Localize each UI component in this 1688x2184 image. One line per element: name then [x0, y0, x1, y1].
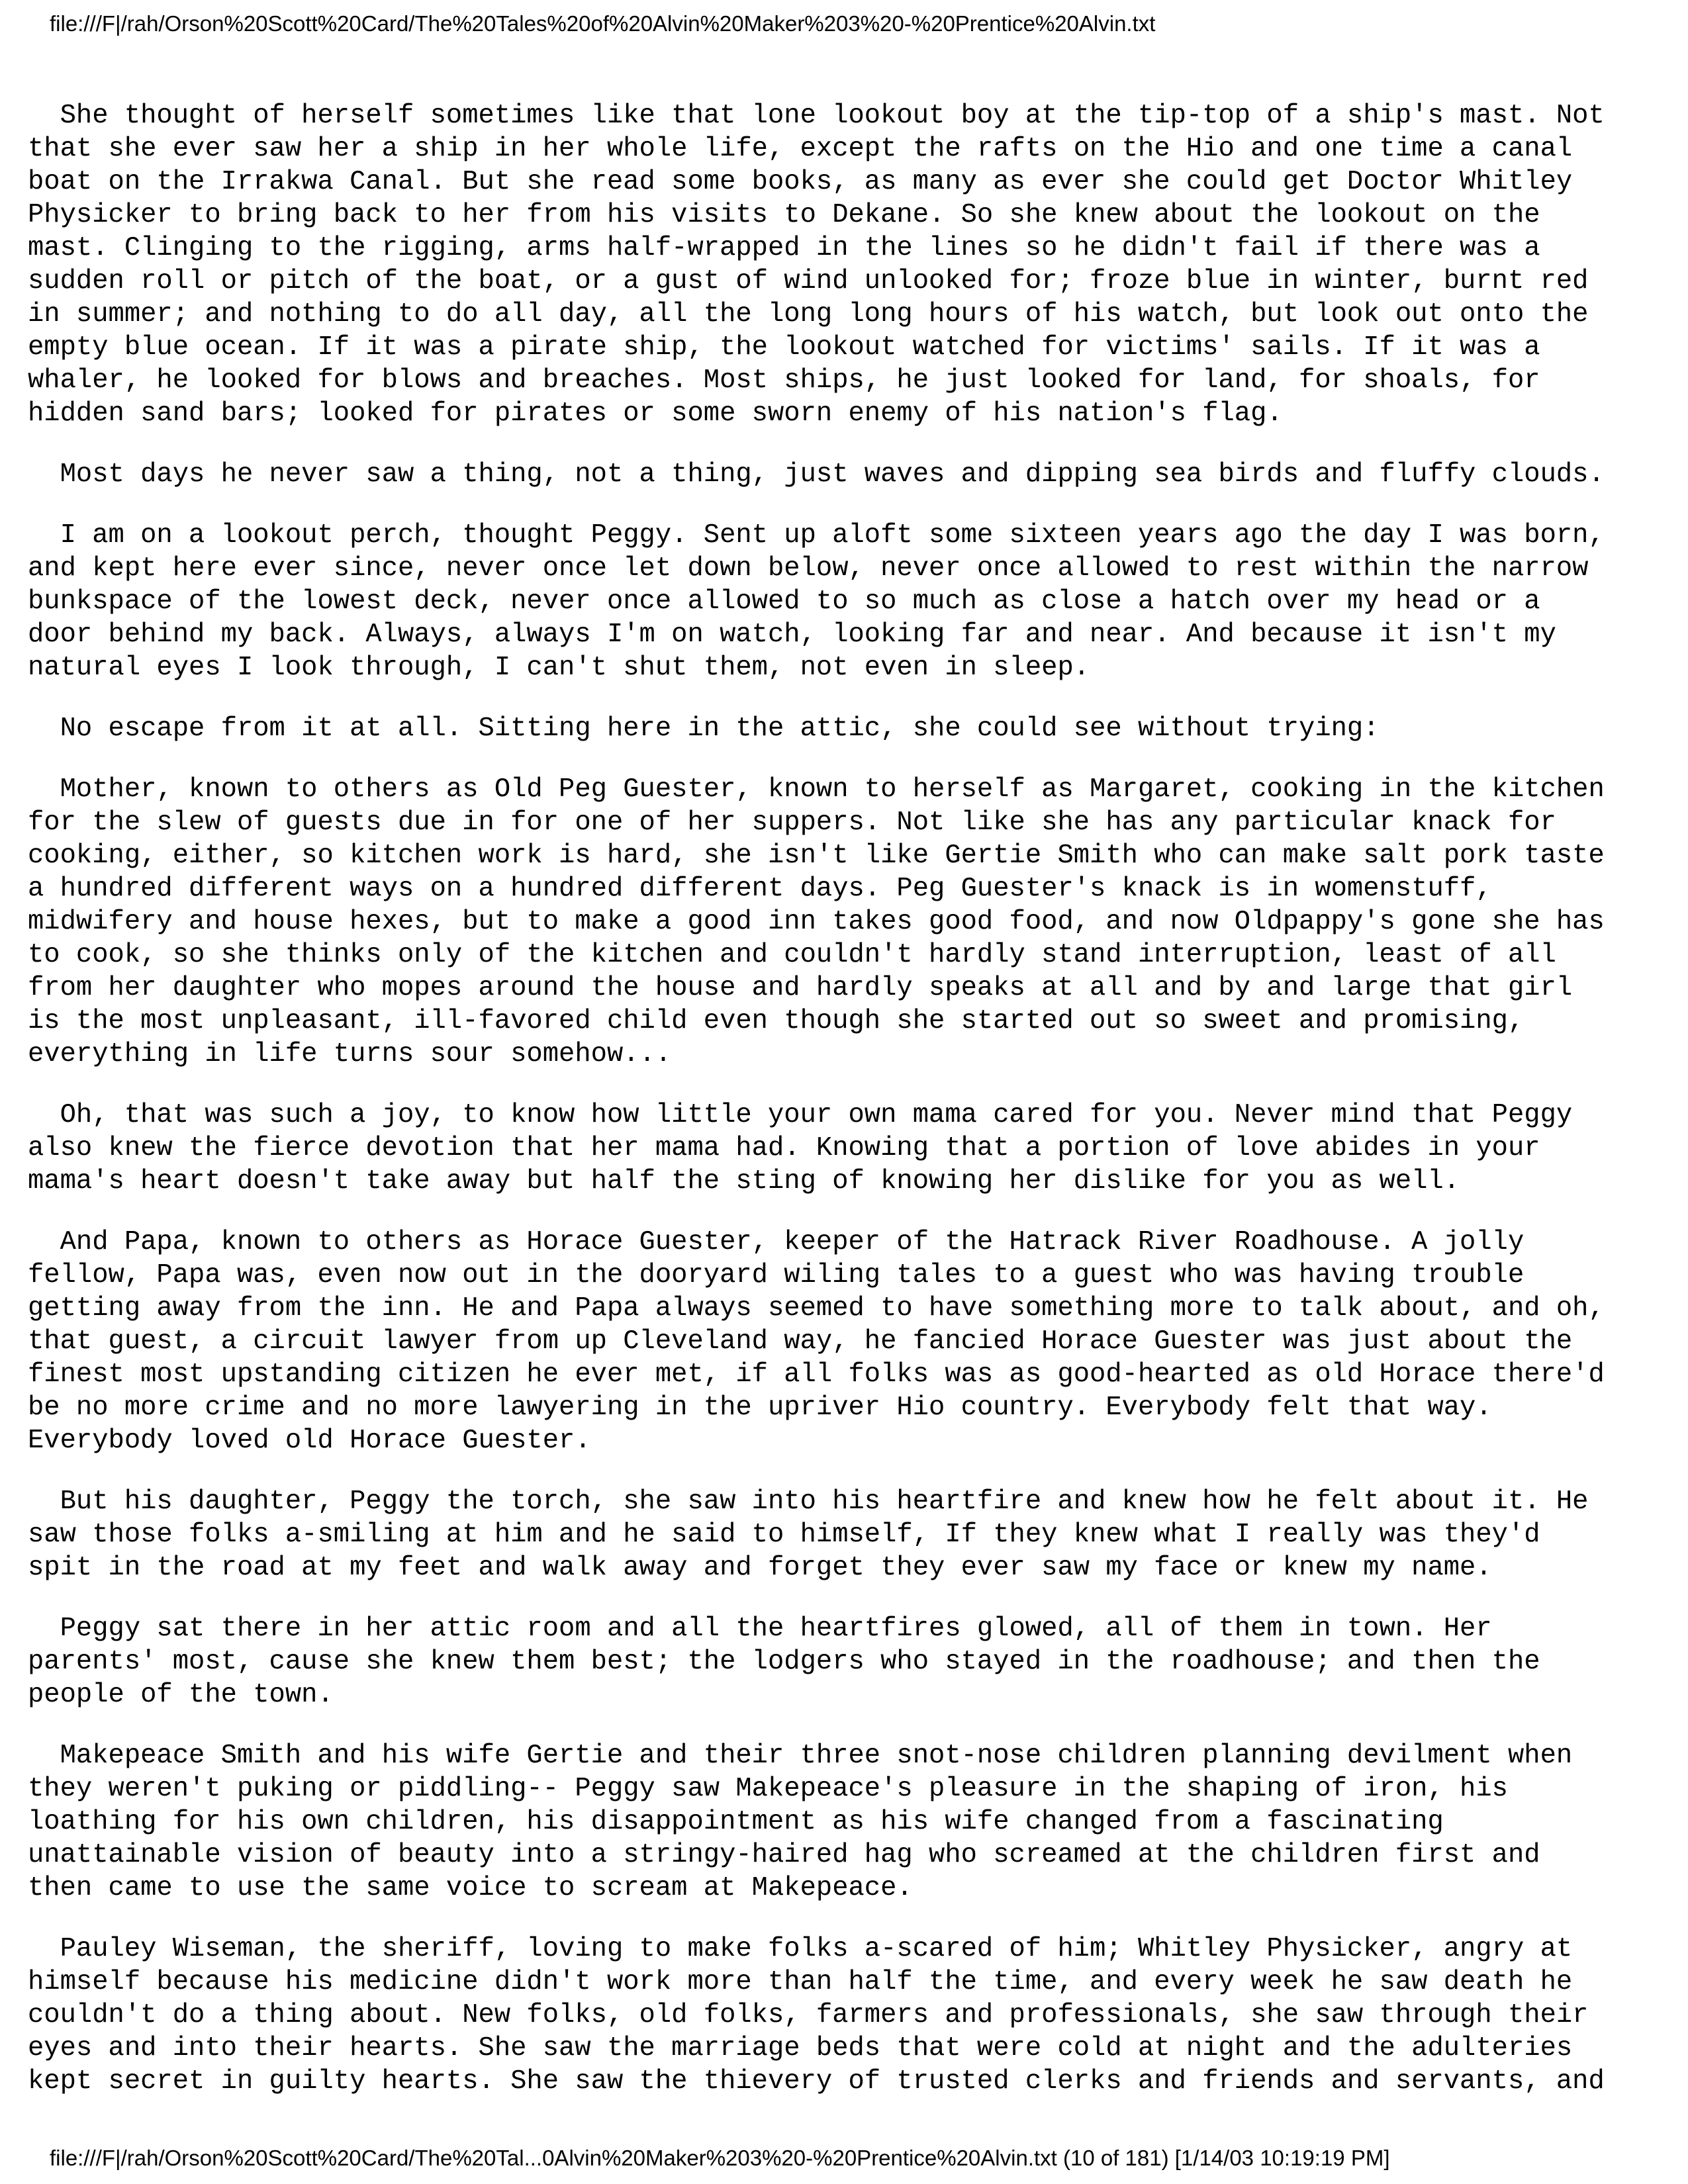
paragraph: She thought of herself sometimes like that lone lookout boy at the tip-top of a ship's mast. Not that she ever saw her a ship in her whole life, except the rafts on the Hio and one time a canal boat on the Irrakwa Canal. But she read some books, as many as ever she could get Doctor Whitley Physicker to bring back to her from his visits to Dekane. So she knew about the lookout on the mast. Clinging to the rigging, arms half-wrapped in the lines so he didn't fail if there was a sudden roll or pitch of the boat, or a gust of wind unlooked for; froze blue in winter, burnt red in summer; and nothing to do all day, all the long long hours of his watch, but look out onto the empty blue ocean. If it was a pirate ship, the lookout watched for victims' sails. If it was a whaler, he looked for blows and breaches. Most ships, he just looked for land, for shoals, for hidden sand bars; looked for pirates or some sworn enemy of his nation's flag. — [28, 101, 1605, 429]
page-footer-url: file:///F|/rah/Orson%20Scott%20Card/The%20Tal...0Alvin%20Maker%203%20-%20Prentice%20Alvin.txt (10 of 181) [1/14/03 10:19:19 PM] — [50, 2146, 1390, 2170]
paragraph: No escape from it at all. Sitting here in the attic, she could see without trying: — [28, 713, 1380, 744]
paragraph: I am on a lookout perch, thought Peggy. Sent up aloft some sixteen years ago the day I was born, and kept here ever since, never once let down below, never once allowed to rest within the narrow bunkspace of the lowest deck, never once allowed to so much as close a hatch over my head or a door behind my back. Always, always I'm on watch, looking far and near. And because it isn't my natural eyes I look through, I can't shut them, not even in sleep. — [28, 520, 1605, 683]
paragraph: Makepeace Smith and his wife Gertie and their three snot-nose children planning devilment when they weren't puking or piddling-- Peggy saw Makepeace's pleasure in the shaping of iron, his loathing for his own children, his disappointment as his wife changed from a fascinating unattainable vision of beauty into a stringy-haired hag who screamed at the children first and then came to use the same voice to scream at Makepeace. — [28, 1741, 1573, 1903]
paragraph: Most days he never saw a thing, not a thing, just waves and dipping sea birds and fluffy clouds. — [28, 459, 1605, 490]
paragraph: But his daughter, Peggy the torch, she saw into his heartfire and knew how he felt about it. He saw those folks a-smiling at him and he said to himself, If they knew what I really was they'd spit in the road at my feet and walk away and forget they ever saw my face or knew my name. — [28, 1486, 1589, 1583]
document-body — [28, 99, 1663, 2126]
paragraph: And Papa, known to others as Horace Guester, keeper of the Hatrack River Roadhouse. A jolly fellow, Papa was, even now out in the dooryard wiling tales to a guest who was having trouble getting away from the inn. He and Papa always seemed to have something more to talk about, and oh, that guest, a circuit lawyer from up Cleveland way, he fancied Horace Guester was just about the finest most upstanding citizen he ever met, if all folks was as good-hearted as old Horace there'd be no more crime and no more lawyering in the upriver Hio country. Everybody felt that way. Everybody loved old Horace Guester. — [28, 1227, 1605, 1456]
page-header-url: file:///F|/rah/Orson%20Scott%20Card/The%20Tales%20of%20Alvin%20Maker%203%20-%20Prentice%20Alvin.txt — [50, 11, 1156, 36]
paragraph: Peggy sat there in her attic room and all the heartfires glowed, all of them in town. Her parents' most, cause she knew them best; the lodgers who stayed in the roadhouse; and then the people of the town. — [28, 1614, 1540, 1710]
paragraph: Oh, that was such a joy, to know how little your own mama cared for you. Never mind that Peggy also knew the fierce devotion that her mama had. Knowing that a portion of love abides in your mama's heart doesn't take away but half the sting of knowing her dislike for you as well. — [28, 1100, 1573, 1197]
paragraph: Pauley Wiseman, the sheriff, loving to make folks a-scared of him; Whitley Physicker, angry at himself because his medicine didn't work more than half the time, and every week he saw death he couldn't do a thing about. New folks, old folks, farmers and professionals, she saw through their eyes and into their hearts. She saw the marriage beds that were cold at night and the adulteries kept secret in guilty hearts. She saw the thievery of trusted clerks and friends and servants, and — [28, 1934, 1605, 2097]
paragraph: Mother, known to others as Old Peg Guester, known to herself as Margaret, cooking in the kitchen for the slew of guests due in for one of her suppers. Not like she has any particular knack for cooking, either, so kitchen work is hard, she isn't like Gertie Smith who can make salt pork taste a hundred different ways on a hundred different days. Peg Guester's knack is in womenstuff, midwifery and house hexes, but to make a good inn takes good food, and now Oldpappy's gone she has to cook, so she thinks only of the kitchen and couldn't hardly stand interruption, least of all from her daughter who mopes around the house and hardly speaks at all and by and large that girl is the most unpleasant, ill-favored child even though she started out so sweet and promising, everything in life turns sour somehow... — [28, 774, 1605, 1069]
